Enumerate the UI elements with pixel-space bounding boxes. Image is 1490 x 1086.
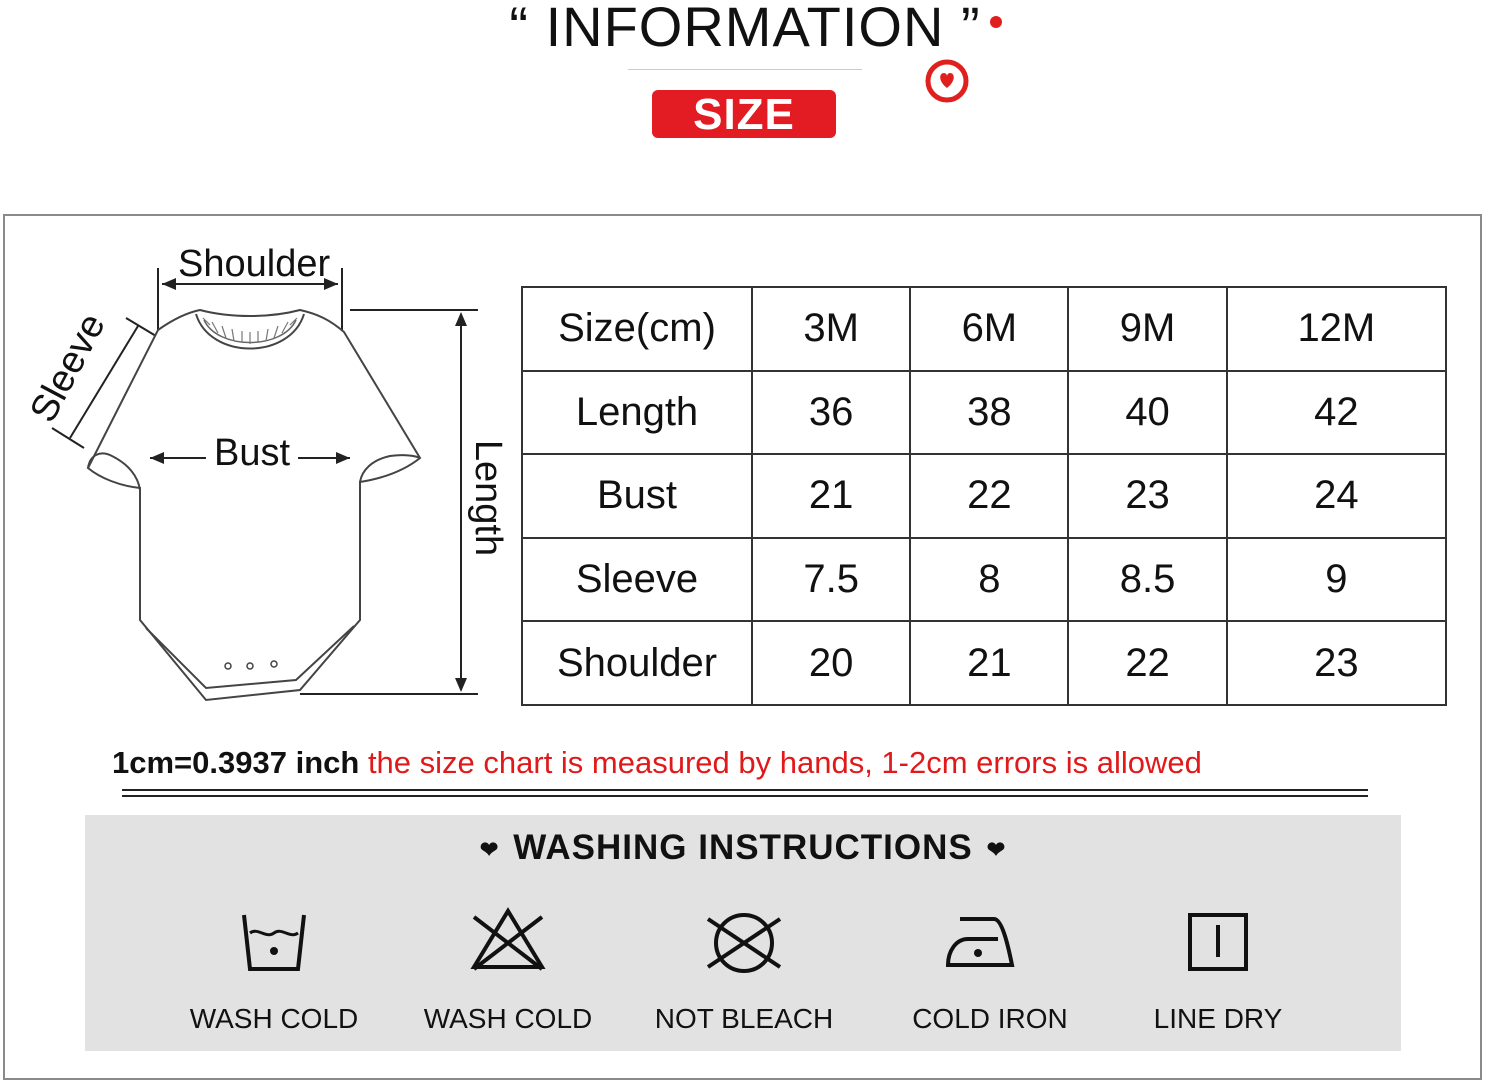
row-label: Shoulder bbox=[522, 621, 752, 705]
table-cell: 36 bbox=[752, 371, 910, 455]
table-cell: 42 bbox=[1227, 371, 1446, 455]
table-cell: 21 bbox=[910, 621, 1068, 705]
shoulder-label: Shoulder bbox=[178, 243, 331, 285]
bodysuit-diagram bbox=[20, 240, 520, 710]
wash-label: LINE DRY bbox=[1153, 1003, 1283, 1034]
divider bbox=[122, 789, 1368, 791]
washing-title bbox=[85, 828, 1401, 868]
table-cell: 22 bbox=[910, 454, 1068, 538]
conversion-text: 1cm=0.3937 inch bbox=[112, 745, 360, 780]
iron-icon bbox=[938, 905, 1022, 977]
wash-label: WASH COLD bbox=[189, 1003, 359, 1034]
table-row bbox=[522, 371, 1446, 455]
bust-label: Bust bbox=[214, 432, 291, 474]
measurement-note bbox=[112, 745, 1202, 781]
do-not-bleach-triangle-icon bbox=[466, 905, 550, 977]
table-cell: 21 bbox=[752, 454, 910, 538]
table-cell: 7.5 bbox=[752, 538, 910, 622]
heart-icon: ❤ bbox=[479, 836, 500, 862]
row-label: Bust bbox=[522, 454, 752, 538]
red-dot-decoration bbox=[990, 16, 1002, 28]
table-cell: 9 bbox=[1227, 538, 1446, 622]
table-header-cell: 6M bbox=[910, 287, 1068, 371]
line-dry-icon bbox=[1182, 905, 1254, 977]
row-label: Sleeve bbox=[522, 538, 752, 622]
table-header-row bbox=[522, 287, 1446, 371]
table-cell: 8 bbox=[910, 538, 1068, 622]
wash-label: WASH COLD bbox=[423, 1003, 593, 1034]
title-underline bbox=[628, 69, 862, 70]
bleach-icon-wrap bbox=[398, 905, 618, 977]
table-header-cell: 9M bbox=[1068, 287, 1226, 371]
table-row bbox=[522, 621, 1446, 705]
sleeve-label: Sleeve bbox=[22, 306, 114, 430]
table-header-cell: Size(cm) bbox=[522, 287, 752, 371]
do-not-tumble-circle-icon bbox=[702, 905, 786, 977]
page-title: “ INFORMATION ” bbox=[509, 0, 981, 58]
divider bbox=[122, 795, 1368, 797]
table-cell: 20 bbox=[752, 621, 910, 705]
table-header-cell: 12M bbox=[1227, 287, 1446, 371]
table-header-cell: 3M bbox=[752, 287, 910, 371]
size-table bbox=[521, 286, 1447, 706]
iron-icon-wrap bbox=[870, 905, 1090, 977]
row-label: Length bbox=[522, 371, 752, 455]
table-cell: 40 bbox=[1068, 371, 1226, 455]
length-label: Length bbox=[467, 439, 510, 557]
size-badge: SIZE bbox=[652, 90, 836, 138]
table-cell: 23 bbox=[1227, 621, 1446, 705]
warning-text: the size chart is measured by hands, 1-2cm errors is allowed bbox=[367, 745, 1202, 780]
heart-ring-icon bbox=[924, 58, 970, 104]
table-row bbox=[522, 454, 1446, 538]
table-cell: 38 bbox=[910, 371, 1068, 455]
table-cell: 24 bbox=[1227, 454, 1446, 538]
table-cell: 8.5 bbox=[1068, 538, 1226, 622]
table-cell: 22 bbox=[1068, 621, 1226, 705]
wash-label: COLD IRON bbox=[912, 1003, 1068, 1034]
table-cell: 23 bbox=[1068, 454, 1226, 538]
wash-cold-icon-wrap bbox=[164, 905, 384, 977]
line-dry-icon-wrap bbox=[1108, 905, 1328, 977]
table-row bbox=[522, 538, 1446, 622]
not-bleach-icon-wrap bbox=[634, 905, 854, 977]
heart-icon: ❤ bbox=[986, 836, 1007, 862]
wash-tub-icon bbox=[234, 905, 314, 977]
washing-title-text: WASHING INSTRUCTIONS bbox=[513, 828, 973, 867]
wash-label: NOT BLEACH bbox=[654, 1003, 834, 1034]
